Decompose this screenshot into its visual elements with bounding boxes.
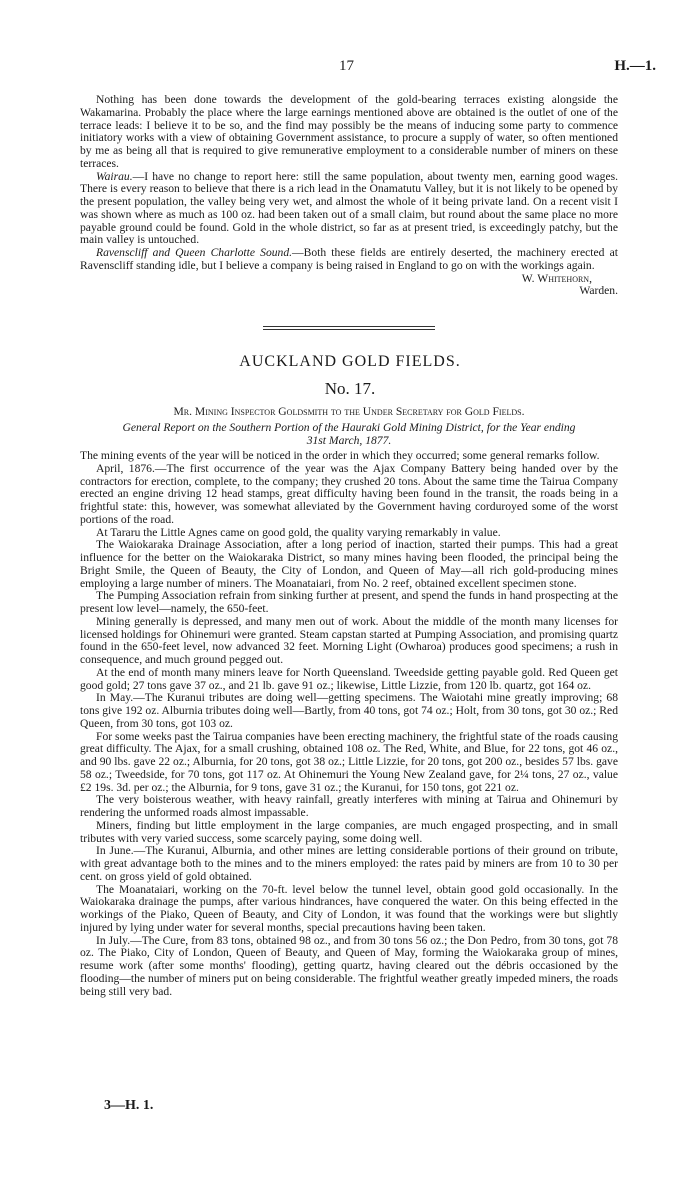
paragraph: At Tararu the Little Agnes came on good gold, the quality varying remarkably in value. [96, 525, 501, 539]
paragraph: The Pumping Association refrain from sinking further at present, and spend the funds in hand prospecting at the present low level—namely, the 650-feet. [80, 589, 618, 615]
place-heading: Ravenscliff and Queen Charlotte Sound. [96, 246, 293, 259]
paragraph-text: —Both these fields are entirely deserted, the machinery erected at Ravenscliff standing idle, but I believe a company is being raised in England to go on with the workings again. [80, 246, 618, 272]
paragraph: April, 1876.—The first occurrence of the year was the Ajax Company Battery being handed over by the contractors for erection, complete, to the company; they crushed 20 tons. About the same time the Tairua Company erected an engine driving 12 head stamps, great difficulty having been found in the transit, the roads being in a frightful state: this, however, was somewhat alleviated by the Government having corduroyed some of the worst portions of the road. [80, 461, 618, 526]
warden-signature-name: W. Whitehorn, [521, 271, 592, 285]
section-divider [263, 326, 435, 330]
place-heading: Wairau. [96, 169, 133, 183]
report-title-line: 31st March, 1877. [306, 433, 392, 447]
paragraph-text: —I have no change to report here: still the same population, about twenty men, earning good wages. There is every reason to believe that there is a rich lead in the Onamatutu Valley, but it is not likely to be opened by the present population, the valley being very wet, and almost the whole of it being private land. On a recent visit I was shown where as much as 100 oz. had been taken out of a small claim, but round about the same place no more payable ground could be found. Gold in the whole district, so far as at present tried, is exceedingly patchy, but the main valley is untouched. [80, 169, 618, 247]
paragraph: Miners, finding but little employment in the large companies, are much engaged prospecting, and in small tributes with very varied success, some scarcely paying, some doing well. [80, 818, 618, 845]
paragraph: The mining events of the year will be noticed in the order in which they occurred; some general remarks follow. [80, 449, 600, 462]
report-body [80, 450, 618, 998]
document-reference: H.—1. [614, 58, 656, 74]
paragraph: For some weeks past the Tairua companies have been erecting machinery, the frightful state of the roads causing great difficulty. The Ajax, for a small crushing, obtained 108 oz. The Red, White, and Blue, for 22 tons, got 46 oz., and 90 lbs. gave 22 oz.; Alburnia, for 20 tons, got 38 oz.; Little Lizzie, for 20 tons, got 200 oz., besides 57 lbs. gave 58 oz.; Tweedside, for 70 tons, got 117 oz. At Ohinemuri the Young New Zealand gave, for 2¼ tons, 27 oz., value £2 19s. 3d. per oz.; the Alburnia, for 9 tons, gave 31 oz.; the Kuranui, for 150 tons, got 221 oz. [80, 729, 618, 794]
paragraph: The Waiokaraka Drainage Association, after a long period of inaction, started their pumps. This had a great influence for the better on the Waiokaraka District, so many mines having been flooded, the principal being the Bright Smile, the Queen of Beauty, the City of London, and Queen of May—all rich gold-producing mines employing a large number of miners. The Moanataiari, from No. 2 reef, obtained excellent specimen stone. [80, 538, 618, 590]
paragraph-ravenscliff [80, 247, 618, 273]
paragraph: The very boisterous weather, with heavy rainfall, greatly interferes with mining at Tairua and Ohinemuri by rendering the unformed roads almost impassable. [80, 793, 618, 819]
section-title: AUCKLAND GOLD FIELDS. [239, 353, 461, 370]
paragraph: The Moanataiari, working on the 70-ft. level below the tunnel level, obtain good gold occasionally. In the Waiokaraka drainage the pumps, after various hindrances, have conquered the water. On this being effected in the workings of the Piako, Queen of Beauty, and City of London, it was found that the workings were but slightly injured by lying under water for several months, special precautions having been taken. [80, 882, 618, 934]
paragraph: Mining generally is depressed, and many men out of work. About the middle of the month many licenses for licensed holdings for Ohinemuri were granted. Steam capstan started at Pumping Association, and promising quartz found in the 650-feet level, now advanced 32 feet. Morning Light (Owharoa) produces good specimens; a rush in consequence, and much ground pegged out. [80, 614, 618, 666]
paragraph: In June.—The Kuranui, Alburnia, and other mines are letting considerable portions of their ground on tribute, with great advantage both to the mines and to the miners employed: the rates paid by miners are from 10 to 30 per cent. on gross yield of gold obtained. [80, 844, 618, 883]
paragraph: In May.—The Kuranui tributes are doing well—getting specimens. The Waiotahi mine greatly improving; 68 tons give 192 oz. Alburnia tributes doing well—Bartly, from 40 tons, got 74 oz.; Holt, from 30 tons, got 30 oz.; Red Queen, from 30 tons, got 103 oz. [80, 691, 618, 730]
warden-signature-title: Warden. [579, 284, 618, 298]
paragraph: Nothing has been done towards the development of the gold-bearing terraces existing alongside the Wakamarina. Probably the place where the large earnings mentioned above are obtained is the outlet of one of the terrace leads: I believe it to be so, and the find may possibly be the means of inducing some party to commence initiatory works with a view of obtaining Government assistance, to procure a supply of water, so often mentioned by me as being all that is required to give remunerative employment to a considerable number of miners on these terraces. [80, 93, 618, 170]
page-number: 17 [339, 58, 354, 74]
page-header [0, 60, 700, 80]
report-number: No. 17. [324, 379, 376, 398]
report-addressee: Mr. Mining Inspector Goldsmith to the Under Secretary for Gold Fields. [173, 405, 525, 418]
paragraph: In July.—The Cure, from 83 tons, obtained 98 oz., and from 30 tons 56 oz.; the Don Pedro, from 30 tons, got 78 oz. The Piako, City of London, Queen of Beauty, and Queen of May, forming the Waiokaraka group of mines, resume work (after some months' flooding), getting quartz, having cleared out the débris occasioned by the flooding—the number of miners put on being considerable. The frightful weather greatly impeded miners, the roads being still very bad. [80, 933, 618, 998]
report-title [80, 422, 618, 448]
paragraph-wairau [80, 171, 618, 248]
paragraph: At the end of month many miners leave for North Queensland. Tweedside getting payable gold. Red Queen get good gold; 27 tons gave 37 oz., and 21 lb. gave 91 oz.; likewise, Little Lizzie, from 120 lb. quartz, got 164 oz. [80, 665, 618, 692]
report-title-line: General Report on the Southern Portion of the Hauraki Gold Mining District, for the Year ending [122, 421, 576, 434]
sheet-signature: 3—H. 1. [104, 1098, 154, 1113]
nelson-report-tail [80, 94, 618, 298]
